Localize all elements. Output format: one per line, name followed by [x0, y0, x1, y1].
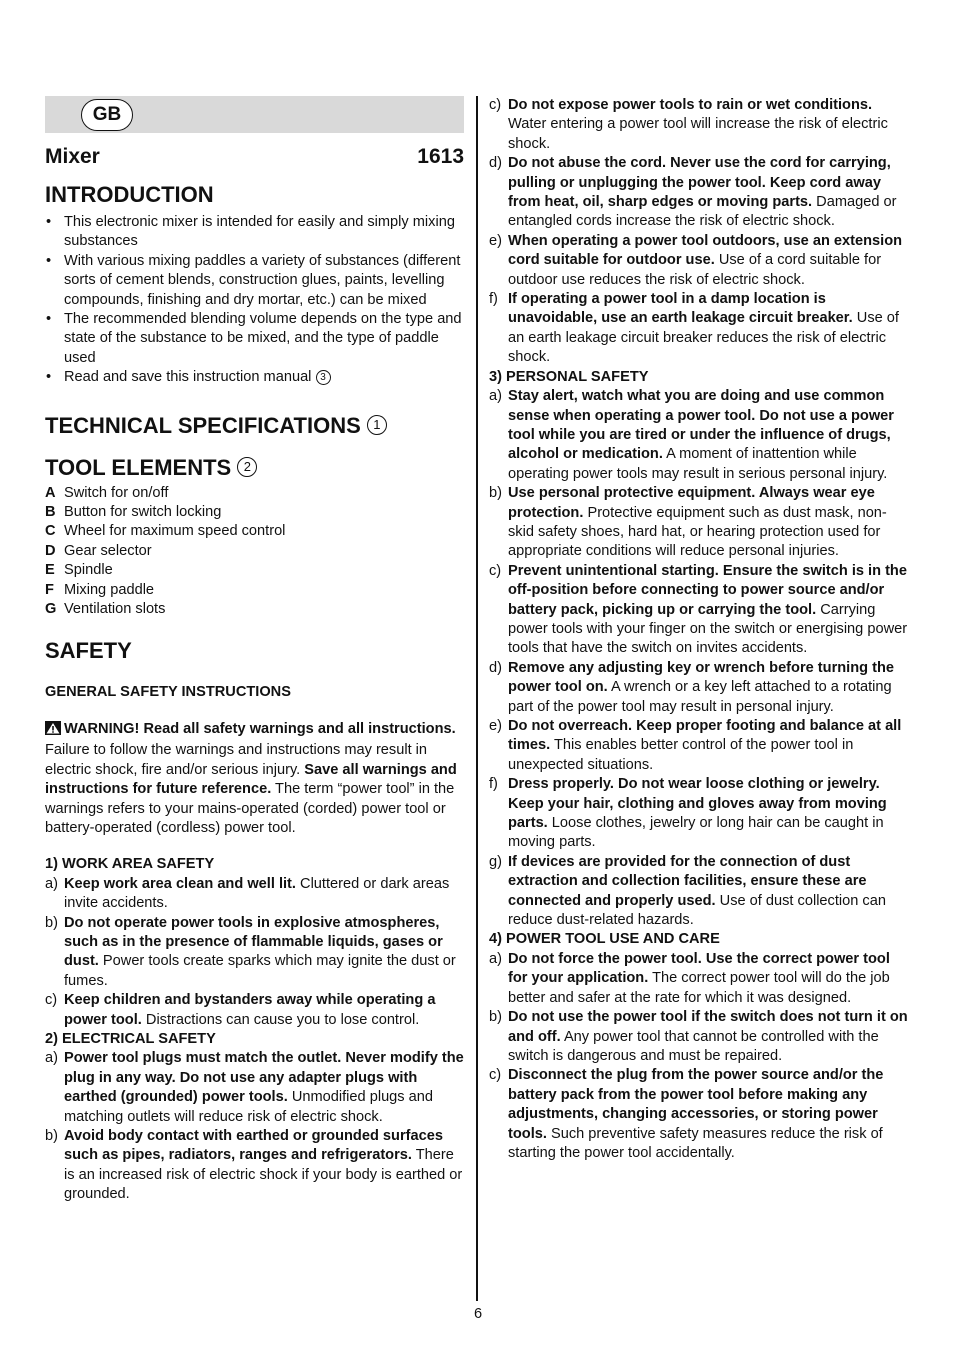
power-tool-use-list — [489, 950, 911, 1163]
list-item: A Switch for on/off — [45, 484, 169, 501]
list-item: • With various mixing paddles a variety of substances (different sorts of cement blends, construction glues, paints, levelling compounds, finishing and dry mortar, etc.) can be mixed — [45, 252, 464, 310]
list-item: b) Avoid body contact with earthed or grounded surfaces such as pipes, radiators, ranges and refrigerators. There is an increased risk of electric shock if your body is earthed or grounded. — [45, 1128, 463, 1203]
list-item: c) Prevent unintentional starting. Ensure the switch is in the off-position before connecting to power source and/or battery pack, picking up or carrying the tool. Carrying power tools with your finger on the switch or energising power tools that have the switch on invites accidents. — [489, 562, 908, 657]
list-item: f) If operating a power tool in a damp location is unavoidable, use an earth leakage circuit breaker. Use of an earth leakage circuit breaker reduces the risk of electric shock. — [489, 291, 899, 366]
list-item: D Gear selector — [45, 542, 152, 559]
right-column — [489, 96, 911, 1163]
list-item: d) Do not abuse the cord. Never use the cord for carrying, pulling or unplugging the power tool. Keep cord away from heat, oil, sharp edges or moving parts. Damaged or entangled cords increase the risk of electric shock. — [489, 155, 897, 230]
product-title: Mixer — [45, 145, 100, 168]
list-item: a) Keep work area clean and well lit. Cluttered or dark areas invite accidents. — [45, 875, 450, 912]
language-badge: GB — [81, 99, 133, 131]
language-bar — [45, 96, 464, 133]
power-tool-use-heading: 4) POWER TOOL USE AND CARE — [489, 931, 720, 948]
list-item: B Button for switch locking — [45, 504, 222, 521]
list-item: c) Do not expose power tools to rain or wet conditions. Water entering a power tool will increase the risk of electric shock. — [489, 97, 888, 152]
model-number: 1613 — [417, 145, 464, 168]
electrical-safety-list-continued — [489, 96, 911, 368]
introduction-heading: INTRODUCTION — [45, 182, 214, 207]
list-item: c) Keep children and bystanders away while operating a power tool. Distractions can cause you to lose control. — [45, 992, 436, 1028]
list-item: • Read and save this instruction manual 3 — [45, 368, 464, 387]
list-item: e) When operating a power tool outdoors, use an extension cord suitable for outdoor use. Use of a cord suitable for outdoor use reduces the risk of electric shock. — [489, 232, 903, 288]
personal-safety-heading: 3) PERSONAL SAFETY — [489, 368, 649, 385]
warning-triangle-icon — [45, 721, 61, 741]
list-item: b) Do not use the power tool if the switch does not turn it on and off. Any power tool that cannot be controlled with the switch is dangerous and must be repaired. — [489, 1009, 908, 1064]
list-item: G Ventilation slots — [45, 601, 166, 618]
page-number: 6 — [473, 1306, 483, 1322]
list-item: e) Do not overreach. Keep proper footing and balance at all times. This enables better control of the power tool in unexpected situations. — [489, 718, 902, 773]
list-item: F Mixing paddle — [45, 581, 155, 598]
list-item: a) Stay alert, watch what you are doing and use common sense when operating a power tool. Do not use a power tool while you are tired or under the influence of drugs, alcohol or medication. A moment of inattention while operating power tools may result in serious personal injury. — [489, 388, 894, 482]
electrical-safety-list — [45, 1049, 464, 1204]
figure-ref-1: 1 — [367, 415, 387, 435]
list-item: a) Do not force the power tool. Use the correct power tool for your application. The correct power tool will do the job better and safer at the rate for which it was designed. — [489, 950, 890, 1006]
figure-ref-2: 2 — [237, 457, 257, 477]
figure-ref-3: 3 — [316, 370, 331, 385]
tech-specs-heading: TECHNICAL SPECIFICATIONS 1 — [45, 413, 464, 439]
electrical-safety-heading: 2) ELECTRICAL SAFETY — [45, 1031, 216, 1047]
list-item: • The recommended blending volume depends on the type and state of the substance to be mixed, and the type of paddle used — [45, 310, 464, 368]
column-divider — [476, 96, 478, 1301]
list-item: a) Power tool plugs must match the outlet. Never modify the plug in any way. Do not use any adapter plugs with earthed (grounded) power tools. Unmodified plugs and matching outlets will reduce risk of electric shock. — [45, 1050, 464, 1125]
personal-safety-list — [489, 387, 911, 930]
list-item: C Wheel for maximum speed control — [45, 523, 286, 540]
list-item: b) Do not operate power tools in explosive atmospheres, such as in the presence of flammable liquids, gases or dust. Power tools create sparks which may ignite the dust or fumes. — [45, 914, 456, 989]
list-item: b) Use personal protective equipment. Always wear eye protection. Protective equipment such as dust mask, non-skid safety shoes, hard hat, or hearing protection used for appropriate conditions will reduce personal injuries. — [489, 485, 887, 560]
list-item: E Spindle — [45, 562, 113, 579]
list-item: g) If devices are provided for the connection of dust extraction and collection facilities, ensure these are connected and properly used. Use of dust collection can reduce dust-related hazards. — [489, 853, 886, 929]
warning-paragraph: WARNING! Read all safety warnings and all instructions. Failure to follow the warnings and instructions may result in electric shock, fire and/or serious injury. Save all warnings and instructions for future reference. The term “power tool” in the warnings refers to your mains-operated (corded) power tool or battery-operated (cordless) power tool. — [45, 720, 457, 836]
work-area-safety-heading: 1) WORK AREA SAFETY — [45, 856, 215, 873]
tool-elements-list — [45, 484, 464, 620]
work-area-safety-list — [45, 875, 464, 1030]
left-column — [45, 96, 464, 1205]
list-item: d) Remove any adjusting key or wrench before turning the power tool on. A wrench or a key left attached to a rotating part of the power tool may result in personal injury. — [489, 659, 895, 715]
list-item: • This electronic mixer is intended for easily and simply mixing substances — [45, 213, 464, 252]
title-row — [45, 145, 464, 169]
general-safety-heading: GENERAL SAFETY INSTRUCTIONS — [45, 683, 291, 700]
introduction-list — [45, 213, 464, 388]
list-item: f) Dress properly. Do not wear loose clothing or jewelry. Keep your hair, clothing and gloves away from moving parts. Loose clothes, jewelry or long hair can be caught in moving parts. — [489, 776, 887, 851]
tool-elements-heading: TOOL ELEMENTS 2 — [45, 455, 464, 481]
safety-heading: SAFETY — [45, 637, 132, 663]
list-item: c) Disconnect the plug from the power source and/or the battery pack from the power tool before making any adjustments, changing accessories, or storing power tools. Such preventive safety measures reduce the risk of starting the power tool accidentally. — [489, 1067, 884, 1161]
